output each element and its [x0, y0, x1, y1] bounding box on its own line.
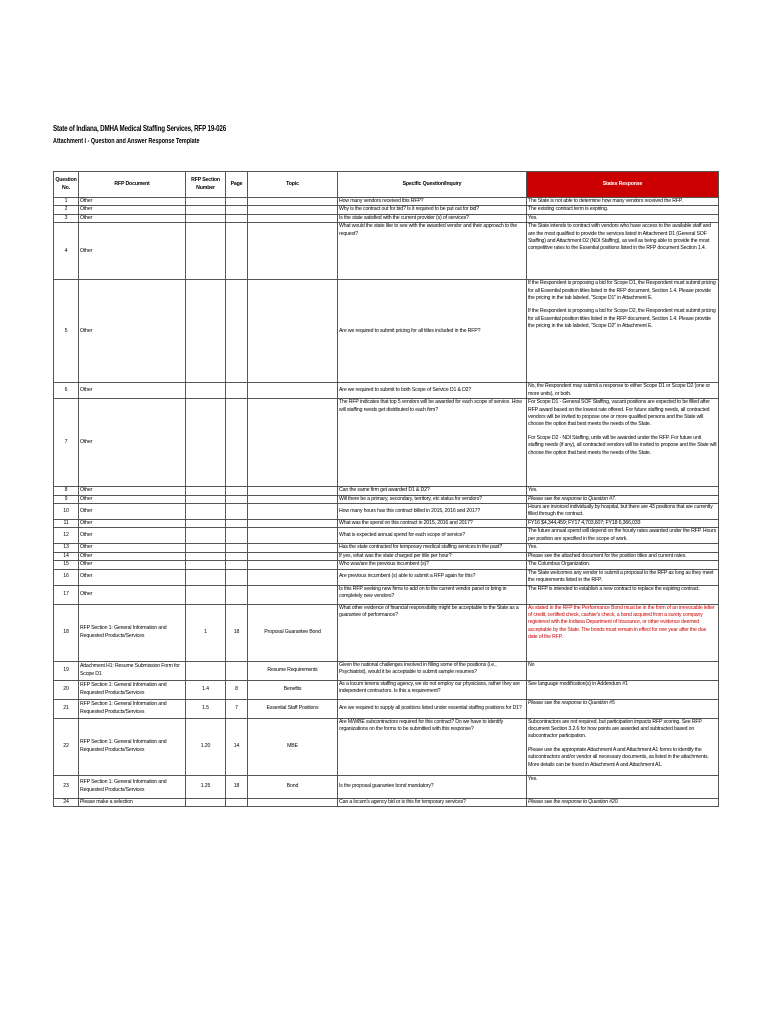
page-cell	[226, 504, 248, 520]
question-cell: Are we required to submit to both Scope of Service D1 & D2?	[338, 383, 527, 399]
response-paragraph: If the Respondent is proposing a bid for Scope D1, the Respondent must submit pricing for all Essential position titles listed in the RFP document, Section 1.4. Please provide the pricing in the tab labeled, "Scope D1" in Attachment E.	[528, 280, 716, 302]
rfp-section-cell	[186, 495, 226, 503]
table-row	[54, 604, 719, 661]
question-number: 16	[54, 569, 79, 585]
rfp-document-cell: RFP Section 1: General Information and Requested Products/Services	[79, 680, 186, 699]
response-cell	[527, 383, 719, 399]
response-paragraph: As stated in the RFP the Performance Bond must be in the form of an irrevocable letter of credit, certified check, cashier's check, a bond acquired from a surety company registered with the Indiana Department of Insurance, or other evidence deemed acceptable by the State. The bonds must remain in effect for one year after the due date of the RFP.	[528, 604, 715, 641]
response-cell	[527, 680, 719, 699]
question-number: 17	[54, 585, 79, 604]
question-cell: Why is the contract out for bid? Is it required to be put out for bid?	[338, 206, 527, 214]
response-paragraph: The State welcomes any vendor to submit a proposal to the RFP as long as they meet the requirements listed in the RFP.	[528, 569, 714, 584]
rfp-section-cell	[186, 214, 226, 222]
response-paragraph: The State is not able to determine how many vendors received the RFP.	[528, 198, 683, 204]
table-row	[54, 798, 719, 806]
topic-cell	[248, 214, 338, 222]
response-paragraph: Yes.	[528, 544, 538, 551]
question-cell: If yes, what was the state charged per title per hour?	[338, 552, 527, 560]
table-row	[54, 561, 719, 569]
page-cell	[226, 223, 248, 280]
rfp-section-cell: 1.5	[186, 699, 226, 718]
question-cell: Are we required to submit pricing for all titles included in the RFP?	[338, 280, 527, 383]
topic-cell	[248, 495, 338, 503]
topic-cell	[248, 487, 338, 495]
table-row	[54, 520, 719, 528]
response-paragraph: Yes.	[528, 214, 538, 221]
question-cell: Are M/WBE subcontractors required for this contract? Do we have to identify organizations on the forms to be submitted with this response?	[338, 718, 527, 775]
topic-cell	[248, 585, 338, 604]
response-paragraph: FY16 $4,344,459; FY17 4,703,607; FY18 6,366,033	[528, 520, 641, 527]
rfp-document-cell: Other	[79, 206, 186, 214]
response-paragraph: See language modification(s) in Addendum #1	[528, 680, 628, 687]
response-paragraph: For Scope D2 - NDI Staffing, units will be awarded under the RFP. For future unit staffing needs (if any), all contracted vendors will be invited to propose and the State will choose the option that best meets the needs of the State.	[528, 434, 717, 456]
response-cell	[527, 223, 719, 280]
response-paragraph: Please use the appropriate Attachment A and Attachment A1 forms to identify the subcontractors and/or vendor all necessary documents, as listed in the attachments. More details can be found in Attachment A and Attachment A1.	[528, 746, 709, 768]
header-rfp-section: RFP Section Number	[186, 172, 226, 198]
table-row	[54, 223, 719, 280]
topic-cell	[248, 561, 338, 569]
question-number: 12	[54, 528, 79, 544]
question-number: 4	[54, 223, 79, 280]
page-cell: 7	[226, 699, 248, 718]
table-row	[54, 680, 719, 699]
topic-cell: MBE	[248, 718, 338, 775]
page-cell: 18	[226, 775, 248, 798]
response-cell	[527, 399, 719, 487]
response-cell	[527, 280, 719, 383]
response-cell	[527, 775, 719, 798]
rfp-section-cell	[186, 487, 226, 495]
rfp-document-cell: Other	[79, 487, 186, 495]
question-cell: As a locum tenens staffing agency, we do not employ our physicians, rather they are independent contractors. Is this a requirement?	[338, 680, 527, 699]
header-row	[54, 172, 719, 198]
topic-cell	[248, 544, 338, 552]
rfp-document-cell: Other	[79, 495, 186, 503]
rfp-section-cell	[186, 399, 226, 487]
table-row	[54, 383, 719, 399]
page-cell	[226, 552, 248, 560]
rfp-section-cell	[186, 528, 226, 544]
page-cell	[226, 520, 248, 528]
question-cell: Given the national challenges involved in filling some of the positions (i.e., Psychiatrist), would it be acceptable to submit sample resumes?	[338, 661, 527, 680]
topic-cell	[248, 569, 338, 585]
rfp-document-cell: Other	[79, 561, 186, 569]
question-number: 22	[54, 718, 79, 775]
question-cell: How many hours has this contract billed in 2015, 2016 and 2017?	[338, 504, 527, 520]
rfp-section-cell	[186, 552, 226, 560]
header-question-no: Question No.	[54, 172, 79, 198]
page-cell	[226, 487, 248, 495]
topic-cell: Bond	[248, 775, 338, 798]
page-cell	[226, 544, 248, 552]
question-number: 3	[54, 214, 79, 222]
table-row	[54, 495, 719, 503]
table-row	[54, 487, 719, 495]
rfp-section-cell: 1.25	[186, 775, 226, 798]
response-paragraph: Please see the response to Question #7.	[528, 495, 616, 502]
table-row	[54, 544, 719, 552]
document-subtitle: Attachment I - Question and Answer Response Template	[53, 138, 200, 145]
rfp-document-cell: Other	[79, 552, 186, 560]
table-row	[54, 775, 719, 798]
rfp-document-cell: RFP Section 1: General Information and Requested Products/Services	[79, 718, 186, 775]
question-cell: Is the state satisfied with the current provider (s) of services?	[338, 214, 527, 222]
question-number: 5	[54, 280, 79, 383]
response-cell	[527, 661, 719, 680]
rfp-section-cell	[186, 504, 226, 520]
question-number: 6	[54, 383, 79, 399]
rfp-document-cell: RFP Section 1: General Information and Requested Products/Services	[79, 775, 186, 798]
page-cell: 18	[226, 604, 248, 661]
response-cell	[527, 504, 719, 520]
question-number: 23	[54, 775, 79, 798]
table-row	[54, 552, 719, 560]
rfp-section-cell: 1	[186, 604, 226, 661]
topic-cell: Proposal Guarantee Bond	[248, 604, 338, 661]
rfp-document-cell: Other	[79, 520, 186, 528]
page-cell	[226, 280, 248, 383]
rfp-document-cell: Other	[79, 528, 186, 544]
page-cell	[226, 569, 248, 585]
response-cell	[527, 798, 719, 806]
rfp-document-cell: Other	[79, 223, 186, 280]
topic-cell: Resume Requirements	[248, 661, 338, 680]
rfp-section-cell	[186, 661, 226, 680]
page-cell	[226, 383, 248, 399]
table-row	[54, 699, 719, 718]
rfp-document-cell: Other	[79, 544, 186, 552]
header-rfp-document: RFP Document	[79, 172, 186, 198]
topic-cell	[248, 206, 338, 214]
question-number: 18	[54, 604, 79, 661]
response-paragraph: The Columbus Organization.	[528, 561, 591, 568]
document-title: State of Indiana, DMHA Medical Staffing Services, RFP 19-026	[53, 124, 227, 133]
page-cell	[226, 198, 248, 206]
page-cell	[226, 585, 248, 604]
page-cell: 14	[226, 718, 248, 775]
rfp-document-cell: Other	[79, 214, 186, 222]
table-row	[54, 280, 719, 383]
question-cell: Are we required to supply all positions listed under essential staffing positions for D1?	[338, 699, 527, 718]
response-cell	[527, 585, 719, 604]
rfp-document-cell: Other	[79, 280, 186, 383]
response-cell	[527, 528, 719, 544]
question-cell: Will there be a primary, secondary, territory, etc status for vendors?	[338, 495, 527, 503]
rfp-document-cell: Other	[79, 198, 186, 206]
question-cell: What would the state like to see with the awarded vendor and their approach to the request?	[338, 223, 527, 280]
response-cell	[527, 487, 719, 495]
rfp-section-cell	[186, 520, 226, 528]
response-paragraph: No, the Respondent may submit a response to either Scope D1 or Scope D2 (one or more units), or both.	[528, 383, 710, 397]
topic-cell: Benefits	[248, 680, 338, 699]
question-cell: What was the spend on this contract in 2015, 2016 and 2017?	[338, 520, 527, 528]
question-number: 7	[54, 399, 79, 487]
page-cell	[226, 214, 248, 222]
response-paragraph: The future annual spend will depend on the hourly rates awarded under the RFP. Hours per position are specified in the scope of work.	[528, 528, 717, 542]
response-cell	[527, 214, 719, 222]
question-cell: Are previous incumbent (s) able to submit a RFP again for this?	[338, 569, 527, 585]
header-states-response: States Response	[527, 172, 719, 198]
rfp-document-cell: Other	[79, 504, 186, 520]
table-row	[54, 528, 719, 544]
rfp-section-cell	[186, 585, 226, 604]
table-row	[54, 206, 719, 214]
response-paragraph: No	[528, 661, 535, 668]
topic-cell	[248, 798, 338, 806]
page-cell	[226, 399, 248, 487]
page-cell	[226, 495, 248, 503]
question-cell: Has the state contracted for temporary medical staffing services in the past?	[338, 544, 527, 552]
response-paragraph: The existing contract term is expiring.	[528, 206, 609, 213]
question-cell: Who was/are the previous incumbent (s)?	[338, 561, 527, 569]
response-cell	[527, 495, 719, 503]
table-row	[54, 198, 719, 206]
response-paragraph: Subcontractors are not required, but participation impacts RFP scoring. See RFP document Section 3.2.6 for how points are awarded and subtracted based on subcontractor participation.	[528, 718, 702, 740]
response-paragraph: Please see the response to Question #5	[528, 699, 615, 706]
response-cell	[527, 699, 719, 718]
question-cell: What other evidence of financial responsibility might be acceptable to the State as a guarantee of performance?	[338, 604, 527, 661]
rfp-document-cell: Other	[79, 383, 186, 399]
rfp-section-cell	[186, 198, 226, 206]
table-row	[54, 214, 719, 222]
rfp-document-cell: Please make a selection	[79, 798, 186, 806]
question-cell: What is expected annual spend for each scope of service?	[338, 528, 527, 544]
rfp-section-cell	[186, 383, 226, 399]
rfp-document-cell: RFP Section 1: General Information and Requested Products/Services	[79, 604, 186, 661]
question-cell: The RFP indicates that top 5 vendors will be awarded for each scope of service. How will staffing needs get distributed to each firm?	[338, 399, 527, 487]
question-number: 19	[54, 661, 79, 680]
response-cell	[527, 569, 719, 585]
question-cell: Can a locum's agency bid or is this for temporary services?	[338, 798, 527, 806]
topic-cell	[248, 198, 338, 206]
response-paragraph: The RFP is intended to establish a new contract to replace the expiring contract.	[528, 585, 700, 592]
rfp-section-cell	[186, 561, 226, 569]
header-question: Specific Question/Inquiry	[338, 172, 527, 198]
response-cell	[527, 198, 719, 206]
title-block	[53, 124, 275, 145]
rfp-section-cell	[186, 206, 226, 214]
response-paragraph: Hours are invoiced individually by hospital, but there are 43 positions that are currently filled through the contract.	[528, 504, 713, 518]
table-row	[54, 504, 719, 520]
rfp-document-cell: RFP Section 1: General Information and Requested Products/Services	[79, 699, 186, 718]
rfp-document-cell: Other	[79, 399, 186, 487]
rfp-section-cell	[186, 798, 226, 806]
question-number: 9	[54, 495, 79, 503]
response-cell	[527, 520, 719, 528]
table-row	[54, 569, 719, 585]
page-cell	[226, 206, 248, 214]
page-cell	[226, 528, 248, 544]
question-cell: Is this RFP seeking new firms to add on to the current vendor panel or bring in completely new vendors?	[338, 585, 527, 604]
question-number: 15	[54, 561, 79, 569]
response-cell	[527, 544, 719, 552]
rfp-section-cell: 1.20	[186, 718, 226, 775]
table-row	[54, 585, 719, 604]
page-cell	[226, 798, 248, 806]
question-number: 11	[54, 520, 79, 528]
response-paragraph: Please see the response to Question #20.	[528, 798, 619, 805]
response-cell	[527, 604, 719, 661]
rfp-section-cell: 1.4	[186, 680, 226, 699]
topic-cell: Essential Staff Positions	[248, 699, 338, 718]
page-cell	[226, 661, 248, 680]
rfp-section-cell	[186, 544, 226, 552]
question-cell: Is the proposal guarantee bond mandatory?	[338, 775, 527, 798]
table-row	[54, 399, 719, 487]
table-row	[54, 661, 719, 680]
topic-cell	[248, 280, 338, 383]
page-cell	[226, 561, 248, 569]
question-cell: How many vendors received this RFP?	[338, 198, 527, 206]
response-cell	[527, 206, 719, 214]
question-number: 13	[54, 544, 79, 552]
topic-cell	[248, 528, 338, 544]
topic-cell	[248, 383, 338, 399]
question-number: 2	[54, 206, 79, 214]
response-paragraph: Please see the attached document for the position titles and current rates.	[528, 552, 687, 559]
qa-table	[53, 171, 719, 807]
response-cell	[527, 718, 719, 775]
question-number: 24	[54, 798, 79, 806]
topic-cell	[248, 223, 338, 280]
header-topic: Topic	[248, 172, 338, 198]
topic-cell	[248, 520, 338, 528]
question-number: 10	[54, 504, 79, 520]
question-number: 20	[54, 680, 79, 699]
rfp-section-cell	[186, 223, 226, 280]
question-number: 14	[54, 552, 79, 560]
rfp-section-cell	[186, 280, 226, 383]
rfp-document-cell: Other	[79, 585, 186, 604]
response-paragraph: For Scope D1 - General SOF Staffing, vacant positions are expected to be filled after RFP award based on the lowest rate offered. For future staffing needs, all contracted vendors will be invited to propose one or more qualified persons and the State will choose the option that best meets the needs of the State.	[528, 399, 710, 428]
response-paragraph: The State intends to contract with vendors who have access to the available staff and are the most qualified to provide the services listed in Attachment D1 (General SOF Staffing) and Attachment D2 (NDI Staffing), as well as being able to provide the most competitive rates to the Essential positions listed in the RFP document Section 1.4.	[528, 223, 711, 252]
rfp-document-cell: Other	[79, 569, 186, 585]
rfp-document-cell: Attachment H1: Resume Submission Form for Scope D1	[79, 661, 186, 680]
rfp-section-cell	[186, 569, 226, 585]
topic-cell	[248, 399, 338, 487]
page-cell: 8	[226, 680, 248, 699]
topic-cell	[248, 504, 338, 520]
question-number: 1	[54, 198, 79, 206]
question-number: 8	[54, 487, 79, 495]
response-paragraph: Yes.	[528, 775, 538, 782]
table-row	[54, 718, 719, 775]
response-cell	[527, 561, 719, 569]
question-number: 21	[54, 699, 79, 718]
header-page: Page	[226, 172, 248, 198]
response-paragraph: Yes.	[528, 487, 538, 494]
response-paragraph: If the Respondent is proposing a bid for Scope D2, the Respondent must submit pricing for all Essential position titles listed in the RFP document, Section 1.4. Please provide the pricing in the tab labeled, "Scope D2" in Attachment E.	[528, 308, 716, 330]
question-cell: Can the same firm get awarded D1 & D2?	[338, 487, 527, 495]
response-cell	[527, 552, 719, 560]
topic-cell	[248, 552, 338, 560]
